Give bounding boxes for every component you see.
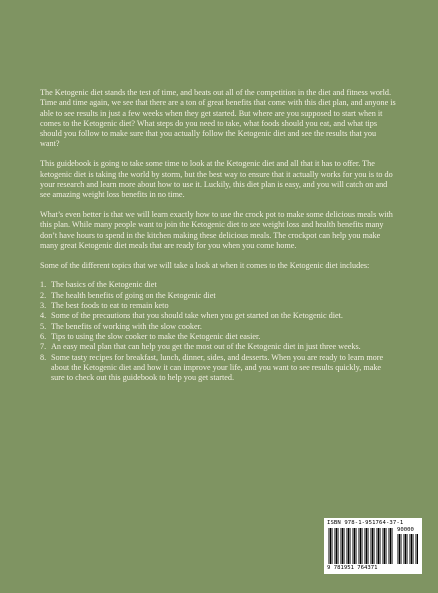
- barcode-stripe: [380, 528, 381, 564]
- list-item: [40, 322, 396, 332]
- list-text: The best foods to eat to remain keto: [51, 301, 169, 311]
- barcode-stripe: [407, 534, 408, 564]
- barcode-stripe: [411, 534, 413, 564]
- barcode-stripe: [362, 528, 363, 564]
- cover-text: [40, 88, 396, 383]
- list-number: 3.: [40, 301, 47, 311]
- list-item: [40, 291, 396, 301]
- barcode-stripe: [417, 534, 419, 564]
- barcode-stripe: [386, 528, 387, 564]
- paragraph-1: The Ketogenic diet stands the test of time, and beats out all of the competition in the diet and fitness world. Time and time again, we see that there are a ton of great benefits that come with this diet plan, and anyone is able to see results in just a few weeks when they get started. But where are you supposed to start when it comes to the Ketogenic diet? What steps do you need to take, what foods should you eat, and what tips should you follow to make sure that you actually follow the Ketogenic diet and see the results that you want?: [40, 88, 396, 149]
- list-number: 4.: [40, 311, 47, 321]
- barcode-stripe: [405, 534, 407, 564]
- barcode-stripe: [388, 528, 389, 564]
- barcode-stripe: [376, 528, 377, 564]
- list-number: 2.: [40, 290, 47, 300]
- list-text: The benefits of working with the slow cooker.: [51, 321, 202, 331]
- barcode-stripe: [328, 528, 329, 564]
- barcode-digits: 9 781951 764371: [327, 565, 378, 571]
- barcode-stripe: [368, 528, 369, 564]
- price-addon-label: 90000: [397, 527, 414, 533]
- list-text: The health benefits of going on the Ketogenic diet: [51, 290, 216, 300]
- list-item: [40, 353, 396, 384]
- barcode-stripe: [358, 528, 359, 564]
- barcode-bars: [328, 528, 394, 564]
- barcode-stripe: [338, 528, 339, 564]
- barcode-stripe: [409, 534, 410, 564]
- barcode-stripe: [384, 528, 386, 564]
- list-number: 1.: [40, 280, 47, 290]
- barcode-stripe: [352, 528, 353, 564]
- barcode-stripe: [403, 534, 404, 564]
- barcode-stripe: [382, 528, 383, 564]
- barcode-stripe: [356, 528, 357, 564]
- barcode-stripe: [397, 534, 398, 564]
- barcode-stripe: [360, 528, 362, 564]
- list-item: [40, 342, 396, 352]
- addon-barcode-bars: [397, 534, 419, 564]
- list-item: [40, 332, 396, 342]
- barcode-stripe: [334, 528, 335, 564]
- paragraph-3: What’s even better is that we will learn exactly how to use the crock pot to make some delicious meals with this plan. While many people want to join the Ketogenic diet to see weight loss and health benefits many don’t have hours to spend in the kitchen making these delicious meals. The crockpot can help you make many great Ketogenic diet meals that are ready for you when you come home.: [40, 209, 393, 250]
- barcode-stripe: [392, 528, 393, 564]
- list-text: Some tasty recipes for breakfast, lunch, dinner, sides, and desserts. When you are ready to learn more about the Ketogenic diet and how it can improve your life, and you want to see results quickly, make sure to check out this guidebook to help you get started.: [51, 352, 384, 383]
- barcode-stripe: [350, 528, 351, 564]
- barcode-stripe: [370, 528, 371, 564]
- barcode-stripe: [330, 528, 332, 564]
- barcode-stripe: [372, 528, 374, 564]
- list-number: 5.: [40, 321, 47, 331]
- barcode-stripe: [354, 528, 356, 564]
- list-item: [40, 280, 396, 290]
- barcode-stripe: [348, 528, 350, 564]
- list-text: The basics of the Ketogenic diet: [51, 280, 157, 290]
- paragraph-2: This guidebook is going to take some time to look at the Ketogenic diet and all that it has to offer. The ketogenic diet is taking the world by storm, but the best way to ensure that it actually works for you is to do your research and learn more about how to use it. Luckily, this diet plan is easy, and you will catch on and see amazing weight loss benefits in no time.: [40, 159, 393, 200]
- barcode-stripe: [342, 528, 344, 564]
- topic-list: [40, 280, 396, 383]
- list-item: [40, 301, 396, 311]
- isbn-label: ISBN 978-1-951764-37-1: [327, 520, 404, 526]
- barcode-stripe: [399, 534, 401, 564]
- barcode-stripe: [415, 534, 416, 564]
- barcode: [324, 518, 422, 574]
- barcode-stripe: [390, 528, 392, 564]
- list-text: Tips to using the slow cooker to make the Ketogenic diet easier.: [51, 331, 261, 341]
- paragraph-4: Some of the different topics that we will take a look at when it comes to the Ketogenic diet includes:: [40, 260, 370, 270]
- list-number: 6.: [40, 331, 47, 341]
- list-item: [40, 311, 396, 321]
- barcode-stripe: [378, 528, 380, 564]
- list-text: Some of the precautions that you should take when you get started on the Ketogenic diet.: [51, 311, 343, 321]
- barcode-stripe: [340, 528, 341, 564]
- barcode-stripe: [336, 528, 338, 564]
- barcode-stripe: [401, 534, 402, 564]
- barcode-stripe: [344, 528, 345, 564]
- barcode-stripe: [332, 528, 333, 564]
- barcode-stripe: [346, 528, 347, 564]
- list-text: An easy meal plan that can help you get the most out of the Ketogenic diet in just three weeks.: [51, 342, 361, 352]
- barcode-stripe: [413, 534, 414, 564]
- barcode-stripe: [364, 528, 365, 564]
- barcode-stripe: [374, 528, 375, 564]
- list-number: 7.: [40, 342, 47, 352]
- list-number: 8.: [40, 352, 47, 362]
- barcode-stripe: [366, 528, 368, 564]
